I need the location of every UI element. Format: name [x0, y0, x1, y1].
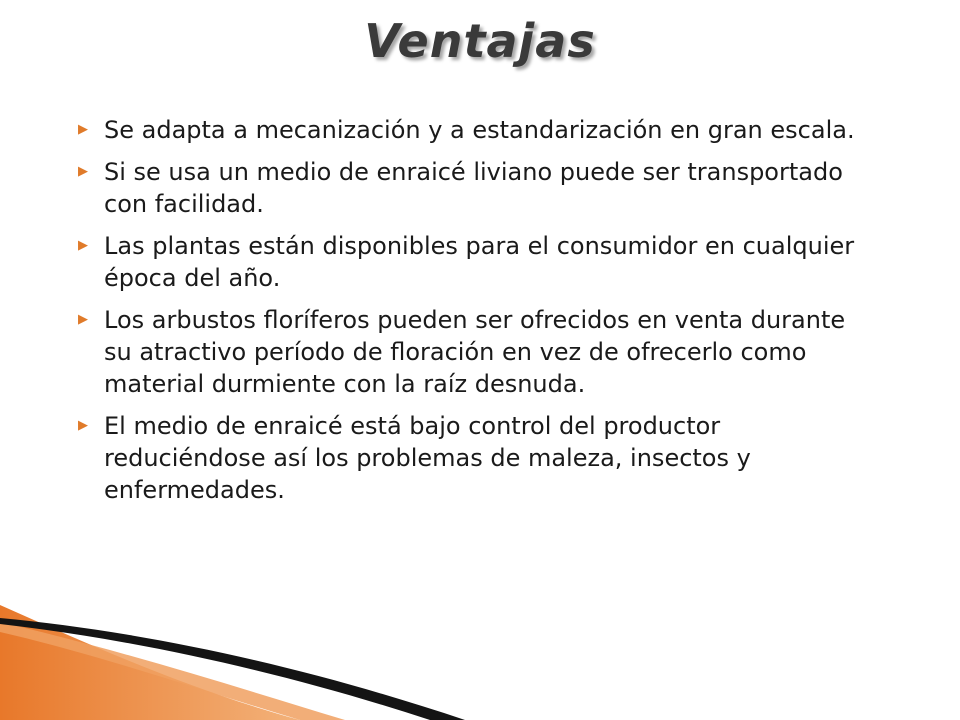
- list-item-text: El medio de enraicé está bajo control del productor reduciéndose así los problemas de maleza, insectos y enfermedades.: [104, 412, 751, 504]
- slide-title: Ventajas: [364, 14, 596, 68]
- list-item: [78, 304, 878, 400]
- list-item: [78, 230, 878, 294]
- list-item: [78, 114, 878, 146]
- triangle-right-icon: ▶: [78, 238, 88, 253]
- list-item-text: Los arbustos floríferos pueden ser ofrecidos en venta durante su atractivo período de floración en vez de ofrecerlo como material durmiente con la raíz desnuda.: [104, 306, 846, 398]
- triangle-right-icon: ▶: [78, 312, 88, 327]
- bullet-list: [78, 114, 878, 516]
- list-item-text: Las plantas están disponibles para el consumidor en cualquier época del año.: [104, 232, 855, 292]
- triangle-right-icon: ▶: [78, 418, 88, 433]
- list-item-text: Si se usa un medio de enraicé liviano puede ser transportado con facilidad.: [104, 158, 843, 218]
- triangle-right-icon: ▶: [78, 164, 88, 179]
- triangle-right-icon: ▶: [78, 122, 88, 137]
- list-item-text: Se adapta a mecanización y a estandarización en gran escala.: [104, 116, 855, 144]
- list-item: [78, 410, 878, 506]
- list-item: [78, 156, 878, 220]
